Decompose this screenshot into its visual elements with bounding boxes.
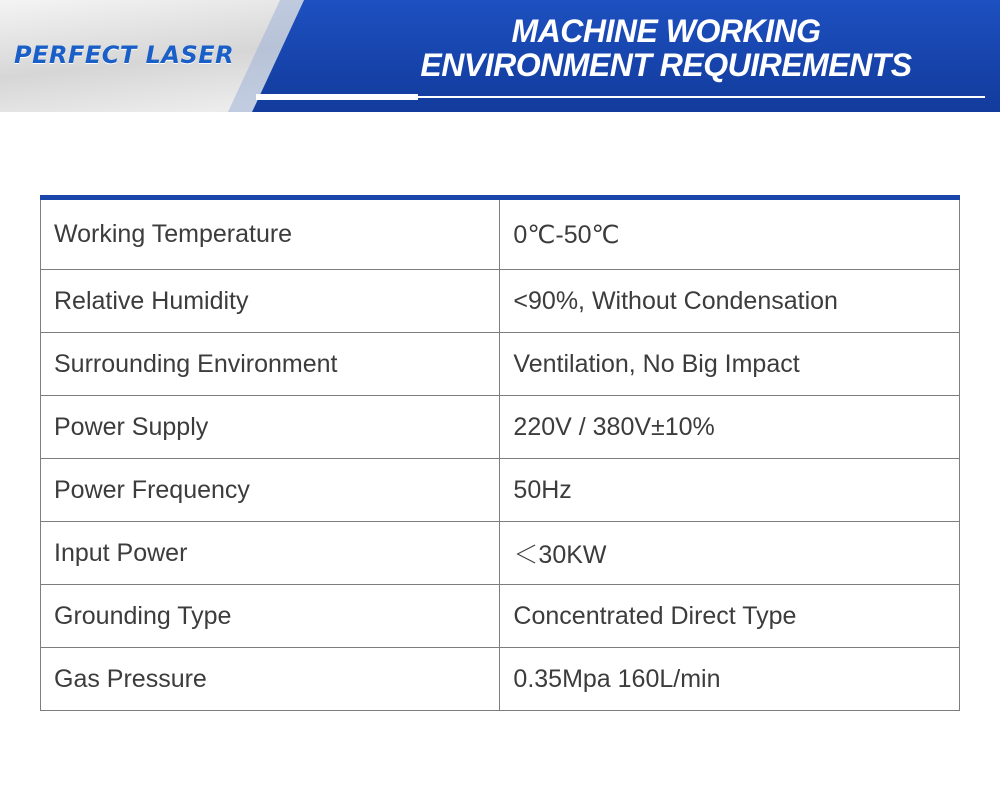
value-cell: 220V / 380V±10% [500, 396, 960, 459]
header-banner [0, 0, 1000, 112]
parameter-cell: Power Supply [41, 396, 500, 459]
parameter-cell: Input Power [41, 522, 500, 585]
table-row [41, 333, 960, 396]
requirements-table [40, 195, 960, 711]
page-title [332, 14, 1000, 82]
table-row [41, 585, 960, 648]
parameter-cell: Gas Pressure [41, 648, 500, 711]
title-line-1: MACHINE WORKING [511, 13, 821, 49]
parameter-cell: Working Temperature [41, 198, 500, 270]
value-cell: ＜30KW [500, 522, 960, 585]
title-line-2: ENVIRONMENT REQUIREMENTS [420, 47, 912, 83]
table-row [41, 198, 960, 270]
value-cell: Concentrated Direct Type [500, 585, 960, 648]
value-cell: 50Hz [500, 459, 960, 522]
parameter-cell: Power Frequency [41, 459, 500, 522]
parameter-cell: Relative Humidity [41, 270, 500, 333]
table-row [41, 270, 960, 333]
table-row [41, 459, 960, 522]
value-cell: Ventilation, No Big Impact [500, 333, 960, 396]
value-cell: 0.35Mpa 160L/min [500, 648, 960, 711]
table-row [41, 522, 960, 585]
table-row [41, 396, 960, 459]
value-cell: <90%, Without Condensation [500, 270, 960, 333]
parameter-cell: Grounding Type [41, 585, 500, 648]
brand-logo: PERFECT LASER [14, 41, 235, 69]
table-row [41, 648, 960, 711]
value-cell: 0℃-50℃ [500, 198, 960, 270]
parameter-cell: Surrounding Environment [41, 333, 500, 396]
